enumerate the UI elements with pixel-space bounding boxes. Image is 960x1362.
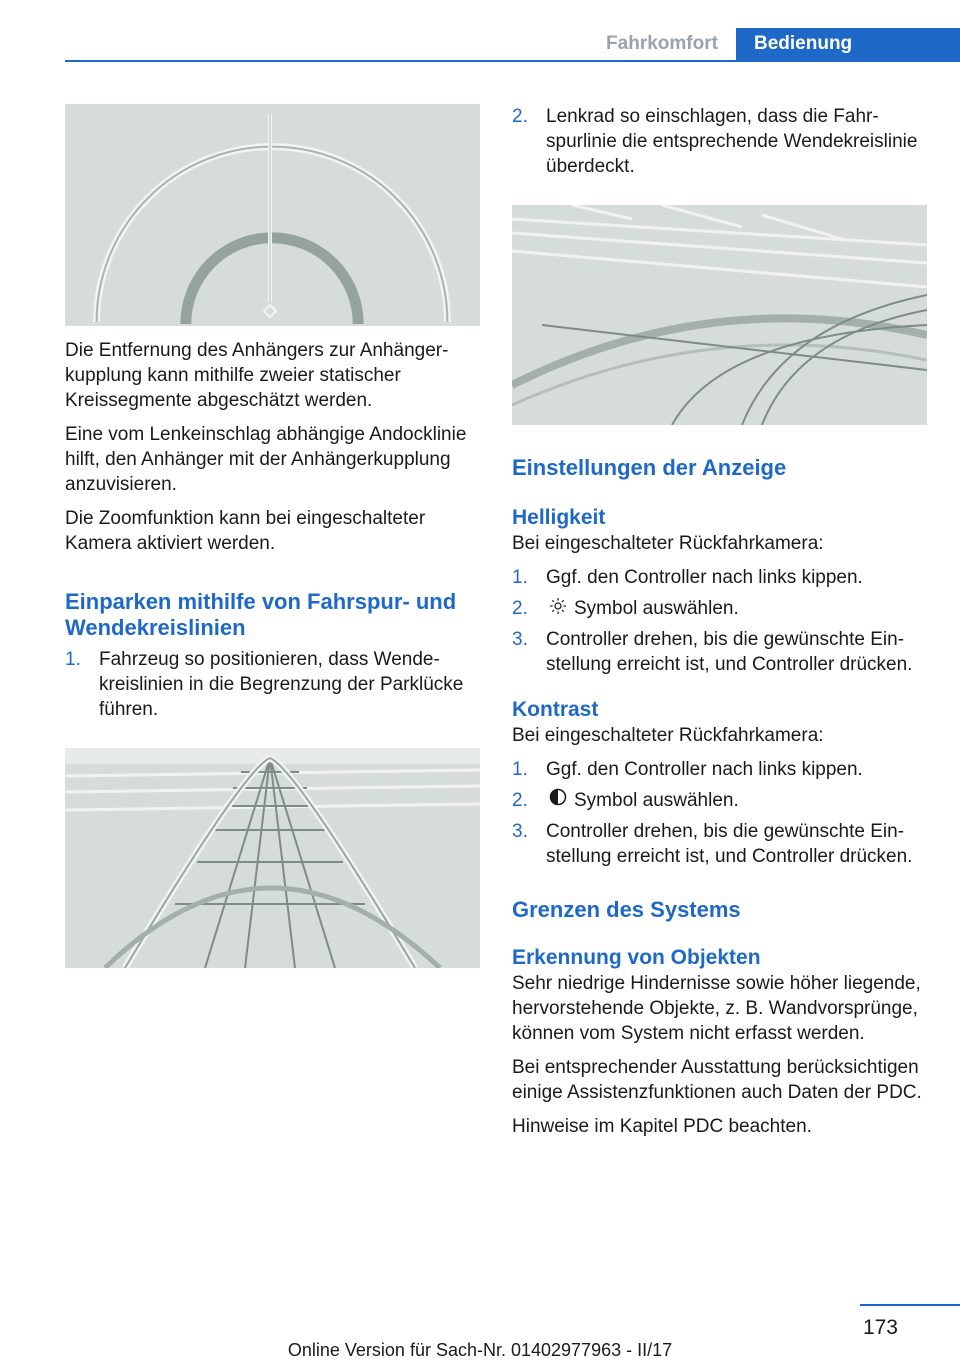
right-column: [512, 104, 927, 1148]
list-item: [512, 819, 927, 869]
step-number: 2.: [512, 598, 528, 619]
step-text: Symbol auswählen.: [574, 598, 739, 619]
lane-lines-image: [65, 748, 480, 968]
step-text: Controller drehen, bis die gewünschte Einstellung erreicht ist, und Controller drücken.: [546, 629, 913, 675]
header-section-label: Fahrkomfort: [606, 33, 718, 54]
step-text: Ggf. den Controller nach links kippen.: [546, 567, 863, 588]
page-header: [0, 28, 960, 62]
detection-paragraph-1: Sehr niedrige Hindernisse sowie höher liegende, hervorstehende Objekte, z. B. Wandvorsprünge, können vom System nicht erfasst werden.: [512, 973, 921, 1044]
step-number: 1.: [65, 649, 81, 670]
step-number: 3.: [512, 821, 528, 842]
step-number: 1.: [512, 567, 528, 588]
heading-system-limits: Grenzen des Systems: [512, 897, 741, 922]
step-number: 2.: [512, 790, 528, 811]
paragraph-distance: Die Entfernung des Anhängers zur Anhängerkupplung kann mithilfe zweier statischer Kreissegmente abgeschätzt werden.: [65, 340, 449, 411]
step-number: 3.: [512, 629, 528, 650]
footer-rule: [860, 1304, 960, 1306]
heading-parking-lines: Einparken mithilfe von Fahrspur- und Wendekreislinien: [65, 589, 457, 640]
detection-paragraph-3: Hinweise im Kapitel PDC beachten.: [512, 1116, 812, 1137]
brightness-steps-list: [512, 565, 927, 677]
paragraph-docking-line: Eine vom Lenkeinschlag abhängige Andocklinie hilft, den Anhänger mit der Anhängerkupplung anzuvisieren.: [65, 424, 467, 495]
header-rule: [65, 60, 960, 62]
heading-object-detection: Erkennung von Objekten: [512, 946, 761, 969]
step-text: Lenkrad so einschlagen, dass die Fahrspurlinie die entsprechende Wendekreislinie überdeckt.: [546, 106, 918, 177]
page-number: 173: [862, 1316, 898, 1339]
turning-circle-illustration: [512, 205, 927, 425]
list-item: [512, 565, 927, 590]
heading-brightness: Helligkeit: [512, 506, 606, 529]
step-text: Ggf. den Controller nach links kippen.: [546, 759, 863, 780]
list-item: [512, 104, 927, 179]
step-text: Fahrzeug so positionieren, dass Wendekreislinien in die Begrenzung der Parklücke führen.: [99, 649, 464, 720]
parking-steps-list: [65, 647, 480, 722]
list-item: [512, 757, 927, 782]
turning-circle-image: [512, 205, 927, 425]
list-item: [512, 596, 927, 621]
list-item: [512, 788, 927, 813]
heading-contrast: Kontrast: [512, 698, 599, 721]
hitch-arc-illustration: [65, 104, 480, 324]
contrast-intro: Bei eingeschalteter Rückfahrkamera:: [512, 725, 824, 746]
list-item: [65, 647, 480, 722]
step-number: 1.: [512, 759, 528, 780]
brightness-intro: Bei eingeschalteter Rückfahrkamera:: [512, 533, 824, 554]
lane-lines-illustration: [65, 748, 480, 968]
trailer-hitch-view-image: [65, 104, 480, 326]
parking-steps-list-continued: [512, 104, 927, 179]
step-text: Controller drehen, bis die gewünschte Einstellung erreicht ist, und Controller drücken.: [546, 821, 913, 867]
step-text: Symbol auswählen.: [574, 790, 739, 811]
list-item: [512, 627, 927, 677]
header-chapter-tab: Bedienung: [736, 28, 960, 62]
contrast-icon: [548, 788, 568, 813]
step-number: 2.: [512, 106, 528, 127]
detection-paragraph-2: Bei entsprechender Ausstattung berücksichtigen einige Assistenzfunktionen auch Daten der PDC.: [512, 1057, 922, 1103]
contrast-steps-list: [512, 757, 927, 869]
paragraph-zoom: Die Zoomfunktion kann bei eingeschalteter Kamera aktiviert werden.: [65, 508, 426, 554]
brightness-icon: [548, 596, 568, 621]
footer-version: Online Version für Sach-Nr. 01402977963 - II/17: [287, 1340, 673, 1360]
heading-display-settings: Einstellungen der Anzeige: [512, 455, 787, 480]
left-column: [65, 104, 480, 968]
